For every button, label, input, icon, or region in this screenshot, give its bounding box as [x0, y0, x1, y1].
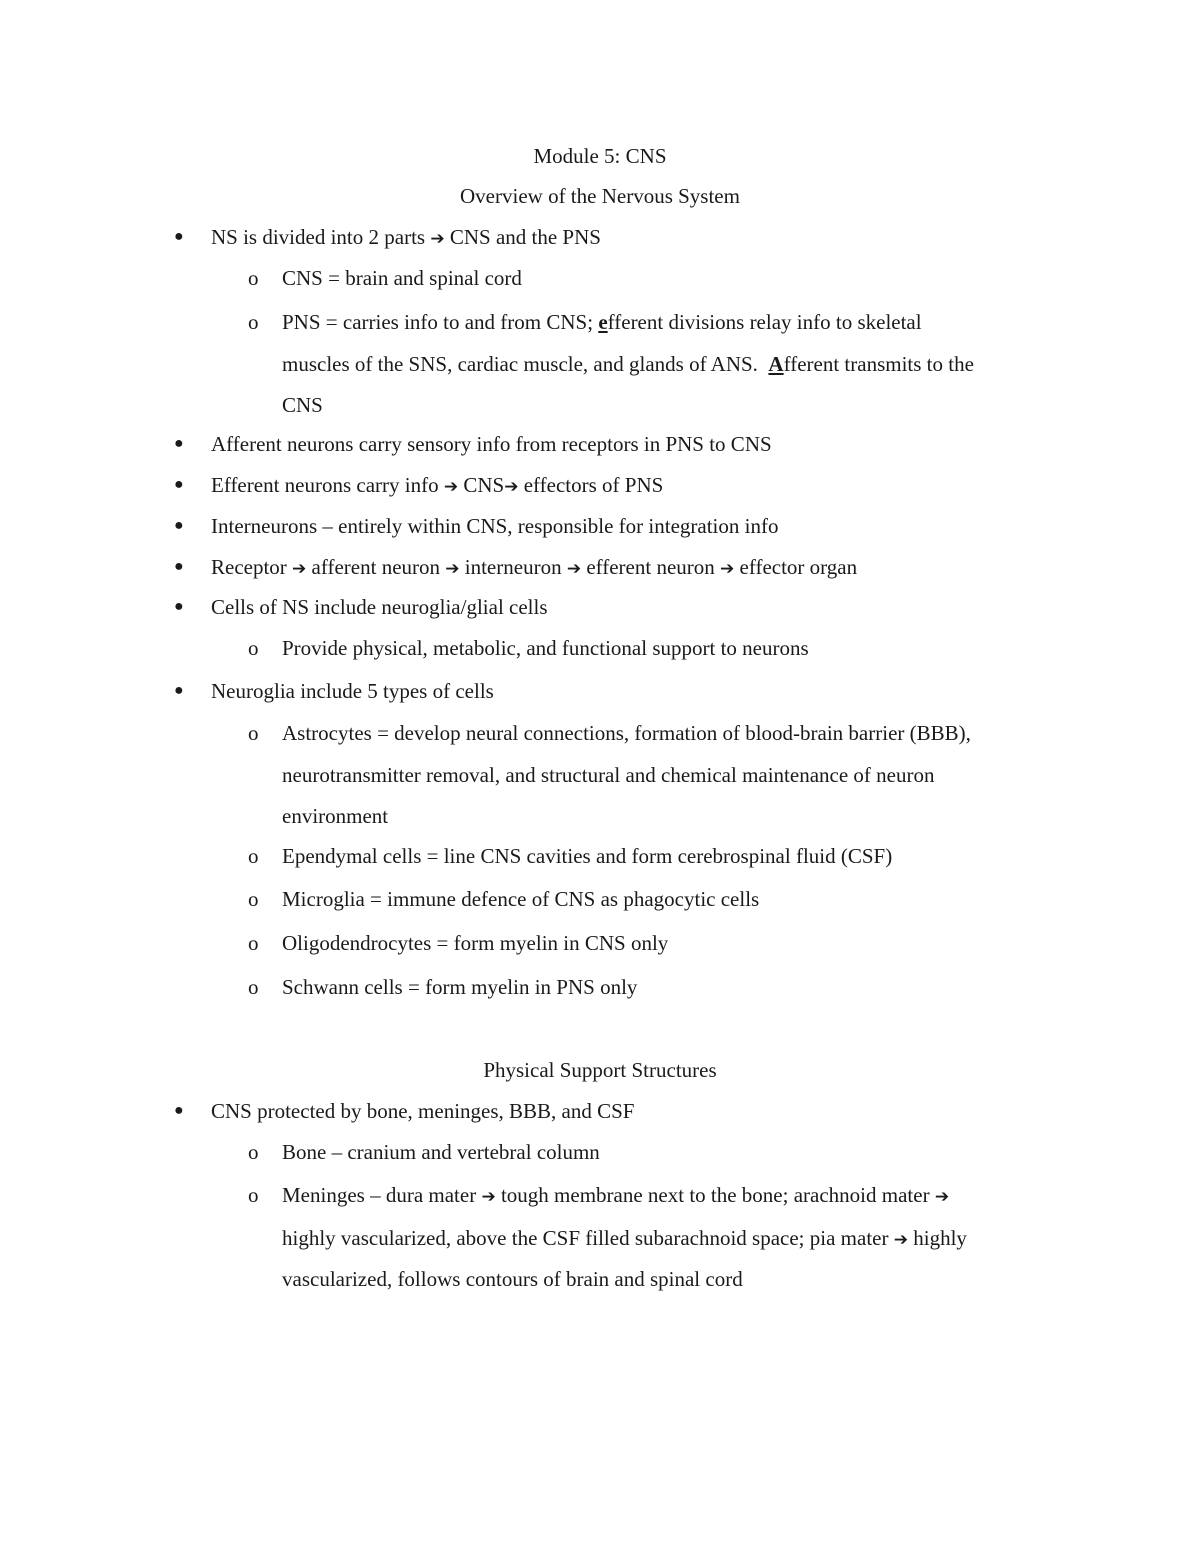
sub-bullet-icon: o — [248, 310, 259, 334]
arrow-icon: ➔ — [443, 477, 459, 497]
sub-bullet-icon: o — [248, 844, 259, 868]
sub-bullet-icon: o — [248, 266, 259, 290]
sub-bullet-icon: o — [248, 1183, 259, 1207]
sub-bullet-icon: o — [248, 887, 259, 911]
page-title: Module 5: CNS — [533, 144, 667, 168]
section-heading: Overview of the Nervous System — [460, 184, 740, 208]
bullet-icon: ● — [174, 435, 184, 452]
document-page: Module 5: CNS Overview of the Nervous System ● NS is divided into 2 parts ➔ CNS and the PNS o CNS = brain and spinal cord o PNS = carries info to and from CNS; efferent divisions relay info to skeletal muscles of the SNS, cardiac muscle, and glands of ANS. Afferent transmits to the CNS ● Afferent neurons carry sensory info from receptors in PNS to CNS ● Efferent neurons carry info ➔ CNS➔ effectors of PNS ● Interneurons – entirely within CNS, responsible for integration info ● Receptor ➔ afferent neuron ➔ interneuron ➔ efferent neuron ➔ effector organ ● Cells of NS include neuroglia/glial cells o Provide physical, metabolic, and functional support to neurons ● Neuroglia include 5 types of cells o Astrocytes = develop neural connections, formation of blood-brain barrier (BBB), neurotransmitter removal, and structural and chemical maintenance of neuron environment o Ependymal cells = line CNS cavities and form cerebrospinal fluid (CSF) o Microglia = immune defence of CNS as phagocytic cells o Oligodendrocytes = form myelin in CNS only o Schwann cells = form myelin in PNS only Physical Support Structures ● CNS protected by bone, meninges, BBB, and CSF o Bone – cranium and vertebral column o Meninges – dura mater ➔ tough membrane next to the bone; arachnoid mater ➔ highly vascularized, above the CSF filled subarachnoid space; pia mater ➔ highly vascularized, follows contours of brain and spinal cord — [0, 0, 1200, 1553]
arrow-icon: ➔ — [566, 559, 582, 579]
bullet-icon: ● — [174, 682, 184, 699]
arrow-icon: ➔ — [504, 477, 519, 497]
arrow-icon: ➔ — [445, 559, 460, 579]
arrow-icon: ➔ — [720, 559, 735, 579]
sub-bullet-icon: o — [248, 721, 259, 745]
sub-bullet-icon: o — [248, 975, 259, 999]
arrow-icon: ➔ — [481, 1187, 496, 1207]
sub-bullet-icon: o — [248, 636, 259, 660]
bullet-icon: ● — [174, 558, 184, 575]
arrow-icon: ➔ — [893, 1230, 908, 1250]
arrow-icon: ➔ — [292, 559, 307, 579]
arrow-icon: ➔ — [934, 1187, 950, 1207]
bullet-icon: ● — [174, 228, 184, 245]
arrow-icon: ➔ — [430, 229, 445, 249]
sub-bullet-icon: o — [248, 1140, 259, 1164]
section-heading: Physical Support Structures — [483, 1058, 717, 1082]
bullet-icon: ● — [174, 476, 184, 493]
bullet-icon: ● — [174, 1102, 184, 1119]
sub-bullet-icon: o — [248, 931, 259, 955]
bullet-icon: ● — [174, 598, 184, 615]
bullet-icon: ● — [174, 517, 184, 534]
